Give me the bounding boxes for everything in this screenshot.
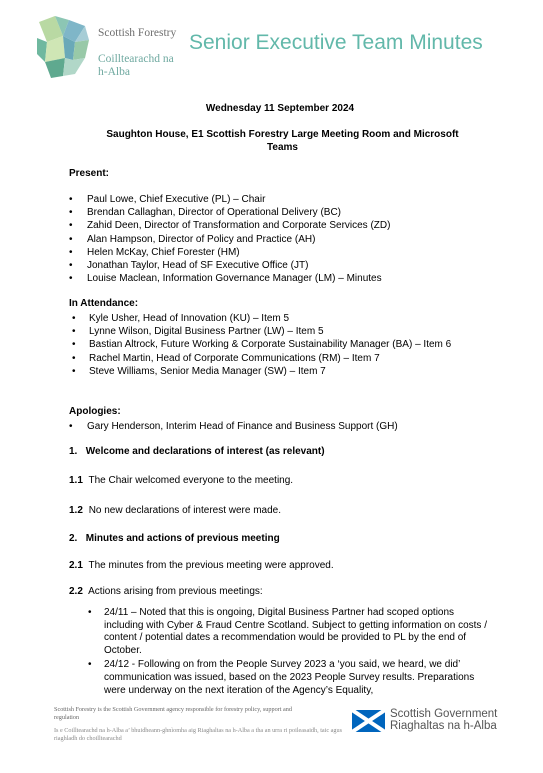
attendance-heading: In Attendance: (69, 298, 139, 309)
footer-agency-english: Scottish Forestry is the Scottish Government agency responsible for forestry policy, support and regulation (54, 706, 292, 721)
actions-list (88, 607, 488, 699)
paragraph-text: No new declarations of interest were made. (88, 505, 282, 516)
section-1-heading (69, 446, 325, 457)
scottish-forestry-logo (35, 14, 91, 80)
section-2-heading (69, 533, 280, 544)
section-title: Minutes and actions of previous meeting (85, 533, 280, 544)
attendance-item: • Rachel Martin, Head of Corporate Communications (RM) – Item 7 (72, 352, 492, 365)
apologies-heading: Apologies: (69, 406, 121, 417)
present-item: • Zahid Deen, Director of Transformation and Corporate Services (ZD) (69, 219, 499, 232)
paragraph-1-2 (69, 505, 281, 516)
present-heading: Present: (69, 168, 110, 179)
paragraph-2-2 (69, 586, 263, 597)
apologies-item: • Gary Henderson, Interim Head of Finance and Business Support (GH) (69, 420, 499, 433)
org-name-gaelic: Coilltearachd na h-Alba (98, 53, 174, 78)
paragraph-2-1 (69, 560, 334, 571)
document-title: Senior Executive Team Minutes (189, 31, 483, 54)
present-list (69, 193, 499, 285)
attendance-item: • Lynne Wilson, Digital Business Partner (LW) – Item 5 (72, 325, 492, 338)
paragraph-text: The minutes from the previous meeting were approved. (88, 560, 334, 571)
attendance-item: • Kyle Usher, Head of Innovation (KU) – Item 5 (72, 312, 492, 325)
paragraph-text: Actions arising from previous meetings: (88, 586, 263, 597)
paragraph-1-1 (69, 475, 293, 486)
paragraph-number: 1.2 (69, 505, 83, 516)
paragraph-number: 1.1 (69, 475, 83, 486)
section-title: Welcome and declarations of interest (as relevant) (85, 446, 325, 457)
present-item: • Brendan Callaghan, Director of Operational Delivery (BC) (69, 206, 499, 219)
attendance-list (72, 312, 492, 378)
section-number: 2. (69, 533, 78, 544)
meeting-location: Saughton House, E1 Scottish Forestry Large Meeting Room and Microsoft Teams (106, 129, 459, 153)
attendance-item: • Steve Williams, Senior Media Manager (SW) – Item 7 (72, 365, 492, 378)
action-item: • 24/11 – Noted that this is ongoing, Digital Business Partner had scoped options including with Cyber & Fraud Centre Scotland. Subject to getting information on costs / content / potential dates a recommendation would be provided to PL by the end of October. (88, 607, 488, 657)
action-item: • 24/12 - Following on from the People Survey 2023 a ‘you said, we heard, we did’ communication was issued, based on the 2023 People Survey results. Preparations were underway on the next iteration of the Agency’s Equality, (88, 659, 488, 697)
paragraph-number: 2.1 (69, 560, 83, 571)
footer-agency-gaelic: Is e Coilltearachd na h-Alba a’ bhuidheann-ghnìomha aig Riaghaltas na h-Alba a tha an urra ri poileasaidh, taic agus riaghladh do choilltearachd (54, 727, 343, 742)
scottish-government-name-gaelic: Riaghaltas na h-Alba (390, 720, 497, 732)
scottish-government-name: Scottish Government (390, 708, 498, 720)
apologies-list (69, 420, 499, 433)
saltire-flag-icon (352, 710, 385, 732)
meeting-date: Wednesday 11 September 2024 (205, 103, 355, 114)
present-item: • Jonathan Taylor, Head of SF Executive Office (JT) (69, 259, 499, 272)
attendance-item: • Bastian Altrock, Future Working & Corporate Sustainability Manager (BA) – Item 6 (72, 338, 492, 351)
present-item: • Alan Hampson, Director of Policy and Practice (AH) (69, 233, 499, 246)
section-number: 1. (69, 446, 78, 457)
paragraph-number: 2.2 (69, 586, 83, 597)
present-item: • Paul Lowe, Chief Executive (PL) – Chair (69, 193, 499, 206)
present-item: • Helen McKay, Chief Forester (HM) (69, 246, 499, 259)
present-item: • Louise Maclean, Information Governance Manager (LM) – Minutes (69, 272, 499, 285)
paragraph-text: The Chair welcomed everyone to the meeting. (88, 475, 294, 486)
org-name-english: Scottish Forestry (98, 27, 177, 39)
